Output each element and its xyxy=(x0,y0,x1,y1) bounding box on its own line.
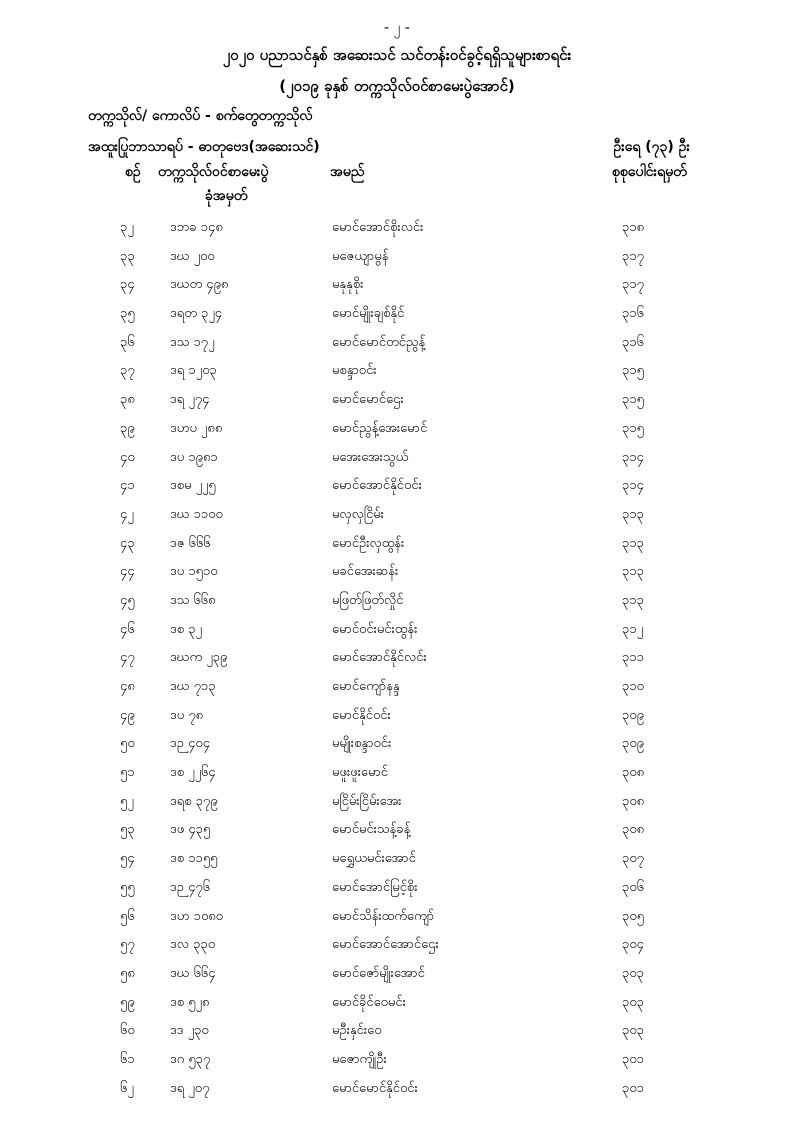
row-number: ၅၀ xyxy=(120,736,135,752)
total-count: ဦးရေ (၇၃) ဦး xyxy=(613,139,690,155)
row-number: ၅၁ xyxy=(120,765,135,781)
row-name: မငြိမ်းငြိမ်းအေး xyxy=(332,793,402,809)
table-row xyxy=(0,1051,794,1080)
row-number: ၅၃ xyxy=(120,822,135,838)
row-number: ၄၄ xyxy=(120,564,135,580)
row-marks: ၃၁၁ xyxy=(622,650,644,666)
table-row xyxy=(0,334,794,363)
row-roll-number: ဒဃ ၂၀၀ xyxy=(170,248,215,264)
table-row xyxy=(0,1022,794,1051)
row-marks: ၃၁၂ xyxy=(622,621,644,637)
row-marks: ၃၀၈ xyxy=(622,765,645,781)
row-name: မောင်အောင်မြင့်စိုး xyxy=(332,879,418,895)
row-name: မဦးနှင်းဝေ xyxy=(332,1023,382,1039)
row-roll-number: ဒပ ၁၅၁၀ xyxy=(170,564,218,580)
table-row xyxy=(0,735,794,764)
row-name: မောင်မောင်တင်ညွန့် xyxy=(332,334,426,350)
row-number: ၅၉ xyxy=(120,994,135,1010)
row-name: မအေးအေးသွယ် xyxy=(332,449,409,465)
table-row xyxy=(0,621,794,650)
document-title: ၂၀၂၀ ပညာသင်နှစ် အဆေးသင် သင်တန်းဝင်ခွင့်ရရှိသူများစာရင်း xyxy=(222,46,572,64)
row-name: မောင်ဇော်မျိုးအောင် xyxy=(332,965,425,981)
row-roll-number: ဒဒ ၂၃၀ xyxy=(170,1023,209,1039)
table-row xyxy=(0,362,794,391)
row-name: မောင်သိန်းထက်ကျော် xyxy=(332,908,435,924)
row-number: ၃၄ xyxy=(120,277,135,293)
row-number: ၃၆ xyxy=(120,334,135,350)
row-number: ၄၀ xyxy=(120,449,135,465)
table-row xyxy=(0,879,794,908)
table-row xyxy=(0,248,794,277)
row-roll-number: ဒဇ ၆၆၆ xyxy=(170,535,211,551)
row-name: မစန္ဒာဝင်း xyxy=(332,363,377,379)
row-marks: ၃၁၀ xyxy=(622,679,644,694)
row-name: မဖြတ်ဖြတ်လှိုင် xyxy=(332,592,404,608)
department-line: တက္ကသိုလ်/ ကောလိပ် - စက်တွေတက္ကသိုလ် xyxy=(88,108,313,124)
row-marks: ၃၀၉ xyxy=(622,707,644,723)
row-name: မဇောကျိုဦး xyxy=(332,1051,387,1067)
row-name: မဖူးဖူးမောင် xyxy=(332,765,388,781)
row-number: ၅၄ xyxy=(120,851,135,867)
row-name: မလှလှငြိမ်း xyxy=(332,506,384,522)
table-row xyxy=(0,535,794,564)
major-line: အထူးပြုဘာသာရပ် - ဓာတုဗေဒ(အဆေးသင်) xyxy=(88,139,320,155)
row-roll-number: ဒသ ၁၇၂ xyxy=(170,334,215,350)
row-roll-number: ဒဃ ၆၆၄ xyxy=(170,965,216,981)
table-row xyxy=(0,276,794,305)
row-roll-number: ဒဃတ ၄၉၈ xyxy=(170,277,229,293)
row-name: မောင်ခိုင်ဝေမင်း xyxy=(332,994,406,1010)
page-number: - ၂ - xyxy=(384,20,410,36)
row-number: ၅၆ xyxy=(120,908,135,924)
table-row xyxy=(0,592,794,621)
table-row xyxy=(0,449,794,478)
row-roll-number: ဒစ ၂၂၆၄ xyxy=(170,765,216,781)
header-no: စဉ် xyxy=(125,164,141,180)
row-marks: ၃၀၃ xyxy=(622,965,644,981)
header-name: အမည် xyxy=(330,164,365,180)
row-roll-number: ဒစ ၃၂ xyxy=(170,621,202,637)
row-marks: ၃၁၇ xyxy=(622,277,644,293)
row-marks: ၃၀၈ xyxy=(622,793,645,809)
table-row xyxy=(0,506,794,535)
row-marks: ၃၁၃ xyxy=(622,592,644,608)
row-number: ၃၂ xyxy=(120,220,134,235)
table-row xyxy=(0,936,794,965)
row-number: ၅၇ xyxy=(120,937,135,953)
row-roll-number: ဒရ ၁၂၀၃ xyxy=(170,363,217,379)
row-name: မောင်အောင်အောင်ဌေး xyxy=(332,937,439,953)
row-roll-number: ဒသ ၆၆၈ xyxy=(170,592,216,608)
table-row xyxy=(0,420,794,449)
row-number: ၃၅ xyxy=(120,306,135,322)
row-roll-number: ဒလ ၃၃၀ xyxy=(170,937,216,953)
row-roll-number: ဒဘခ ၁၄၈ xyxy=(170,220,223,235)
table-row xyxy=(0,563,794,592)
row-number: ၄၅ xyxy=(120,592,135,608)
row-marks: ၃၁၅ xyxy=(622,363,644,379)
row-number: ၃၃ xyxy=(120,248,135,264)
row-marks: ၃၁၄ xyxy=(622,449,644,465)
table-row xyxy=(0,477,794,506)
row-marks: ၃၁၃ xyxy=(622,535,644,551)
row-number: ၄၇ xyxy=(120,650,135,666)
row-roll-number: ဒဟ ၁၀၈၀ xyxy=(170,908,223,924)
row-name: မနုနုစိုး xyxy=(332,277,364,293)
row-marks: ၃၀၅ xyxy=(622,908,644,924)
row-name: မရွှေယမင်းအောင် xyxy=(332,851,416,867)
row-name: မောင်ညွန့်အေးမောင် xyxy=(332,420,428,436)
row-marks: ၃၀၉ xyxy=(622,736,644,752)
row-name: မောင်အောင်နိုင်ဝင်း xyxy=(332,478,422,494)
row-number: ၃၇ xyxy=(120,363,135,379)
row-roll-number: ဒရတ ၃၂၄ xyxy=(170,306,223,322)
row-roll-number: ဒဖ ၄၃၅ xyxy=(170,822,211,838)
row-name: မမျိုးစန္ဒာဝင်း xyxy=(332,736,392,752)
row-number: ၄၂ xyxy=(120,506,134,522)
row-number: ၅၂ xyxy=(120,793,134,809)
row-roll-number: ဒဂ ၅၃၇ xyxy=(170,1051,211,1067)
row-marks: ၃၀၁ xyxy=(622,1080,644,1096)
table-row xyxy=(0,994,794,1023)
row-roll-number: ဒစမ ၂၂၅ xyxy=(170,478,216,494)
row-marks: ၃၀၃ xyxy=(622,1023,644,1039)
row-name: မဇေယျာမွန် xyxy=(332,248,389,264)
table-row xyxy=(0,707,794,736)
row-marks: ၃၁၃ xyxy=(622,506,644,522)
row-marks: ၃၁၆ xyxy=(622,306,644,322)
document-subtitle: (၂၀၁၉ ခုနှစ် တက္ကသိုလ်ဝင်စာမေးပွဲအောင်) xyxy=(279,77,515,95)
row-roll-number: ဒပ ၁၉၈၁ xyxy=(170,449,218,465)
row-name: မောင်ကျော်နန္ဒ xyxy=(332,679,400,694)
row-name: မောင်မောင်နိုင်ဝင်း xyxy=(332,1080,418,1096)
student-list xyxy=(0,219,794,1108)
row-roll-number: ဒရ ၂၀၇ xyxy=(170,1080,210,1096)
row-name: မောင်မျိုးချစ်နိုင် xyxy=(332,306,405,322)
row-number: ၅၅ xyxy=(120,879,135,895)
row-roll-number: ဒစ ၅၂၈ xyxy=(170,994,210,1010)
table-row xyxy=(0,678,794,707)
row-number: ၄၁ xyxy=(120,478,135,494)
row-name: မောင်အောင်စိုးလင်း xyxy=(332,220,424,235)
table-row xyxy=(0,908,794,937)
row-roll-number: ဒဉ ၄၀၄ xyxy=(170,736,211,752)
row-name: မောင်ဦးလှထွန်း xyxy=(332,535,405,551)
table-row xyxy=(0,821,794,850)
row-marks: ၃၁၅ xyxy=(622,420,644,436)
row-roll-number: ဒဃ ၇၁၃ xyxy=(170,679,216,694)
row-marks: ၃၀၆ xyxy=(622,879,644,895)
row-number: ၅၈ xyxy=(120,965,135,981)
header-roll-number-line2: ခုံအမှတ် xyxy=(205,188,248,204)
row-name: မောင်အောင်နိုင်လင်း xyxy=(332,650,427,666)
row-marks: ၃၀၄ xyxy=(622,937,644,953)
row-marks: ၃၁၇ xyxy=(622,248,644,264)
row-roll-number: ဒရစ ၃၇၉ xyxy=(170,793,218,809)
row-number: ၆၀ xyxy=(120,1023,135,1039)
row-roll-number: ဒပ ၇၈ xyxy=(170,707,204,723)
row-roll-number: ဒဃ ၁၁၀၀ xyxy=(170,506,223,522)
row-marks: ၃၀၇ xyxy=(622,851,644,867)
row-name: မောင်နိုင်ဝင်း xyxy=(332,707,391,723)
row-number: ၄၈ xyxy=(120,679,135,694)
row-marks: ၃၁၃ xyxy=(622,564,644,580)
row-number: ၃၈ xyxy=(120,392,135,408)
header-roll-number: တက္ကသိုလ်ဝင်စာမေးပွဲ xyxy=(158,164,269,180)
header-total-marks: စုစုပေါင်းရမှတ် xyxy=(612,164,687,180)
row-marks: ၃၀၁ xyxy=(622,1051,644,1067)
table-row xyxy=(0,305,794,334)
table-row xyxy=(0,850,794,879)
row-roll-number: ဒဉ ၄၇၆ xyxy=(170,879,211,895)
row-marks: ၃၁၄ xyxy=(622,478,644,494)
row-marks: ၃၁၆ xyxy=(622,334,644,350)
row-roll-number: ဒဃက ၂၃၉ xyxy=(170,650,228,666)
row-roll-number: ဒစ ၁၁၅၅ xyxy=(170,851,218,867)
row-name: မောင်မောင်ဌေး xyxy=(332,392,404,408)
table-row xyxy=(0,793,794,822)
row-number: ၄၃ xyxy=(120,535,135,551)
row-name: မောင်ဝင်းမင်းထွန်း xyxy=(332,621,418,637)
row-roll-number: ဒဟပ ၂၈၈ xyxy=(170,420,223,436)
row-number: ၄၆ xyxy=(120,621,135,637)
row-marks: ၃၁၈ xyxy=(622,220,645,235)
row-number: ၆၂ xyxy=(120,1080,134,1096)
row-marks: ၃၀၈ xyxy=(622,822,645,838)
table-row xyxy=(0,391,794,420)
table-row xyxy=(0,649,794,678)
table-row xyxy=(0,764,794,793)
row-name: မောင်မင်းသန့်ခန့် xyxy=(332,822,411,838)
table-row xyxy=(0,965,794,994)
row-roll-number: ဒရ ၂၇၄ xyxy=(170,392,210,408)
row-marks: ၃၀၃ xyxy=(622,994,644,1010)
row-name: မခင်အေးဆန်း xyxy=(332,564,399,580)
row-number: ၆၁ xyxy=(120,1051,135,1067)
row-number: ၃၉ xyxy=(120,420,135,436)
row-number: ၄၉ xyxy=(120,707,135,723)
table-row xyxy=(0,1080,794,1109)
row-marks: ၃၁၅ xyxy=(622,392,644,408)
table-row xyxy=(0,219,794,248)
